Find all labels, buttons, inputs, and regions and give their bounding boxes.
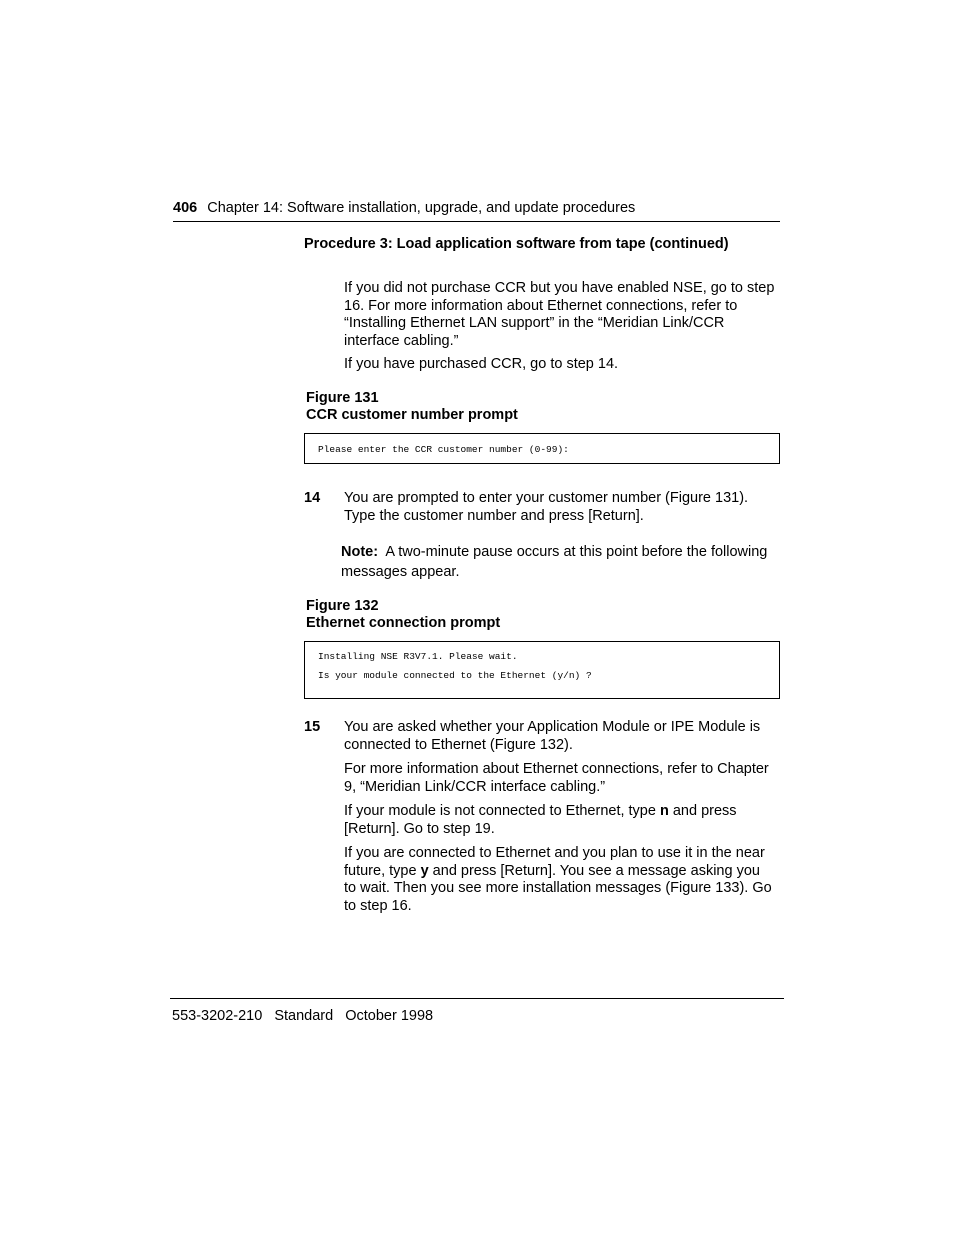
figure-132-code-line-2: Is your module connected to the Ethernet (y/n) ? <box>318 670 592 681</box>
intro-paragraph-2: If you have purchased CCR, go to step 14. <box>344 356 619 372</box>
chapter-title: Chapter 14: Software installation, upgrade, and update procedures <box>207 200 636 216</box>
step-14-number: 14 <box>304 490 321 506</box>
footer-doc-number: 553-3202-210 <box>172 1008 263 1024</box>
intro-paragraph-1: If you did not purchase CCR but you have enabled NSE, go to step 16. For more information about Ethernet connections, refer to “Installing Ethernet LAN support” in the “Meridian Link/CCR interface cabling.” <box>344 280 775 349</box>
running-header <box>173 200 783 218</box>
procedure-title: Procedure 3: Load application software from tape (continued) <box>304 236 729 252</box>
step-15-paragraph-4 <box>344 845 776 915</box>
step-14-note <box>341 543 771 582</box>
step-15-paragraph-4-before: If you are connected to Ethernet and you plan to use it in the near future, type <box>344 845 765 879</box>
figure-131-caption: CCR customer number prompt <box>306 407 518 423</box>
step-15-paragraph-3 <box>344 803 776 838</box>
footer-rule <box>170 998 784 999</box>
step-15-paragraph-3-after: and press [Return]. Go to step 19. <box>344 803 737 837</box>
figure-132-box <box>304 641 780 699</box>
figure-131-code: Please enter the CCR customer number (0-99): <box>318 444 569 455</box>
step-15-number: 15 <box>304 719 321 735</box>
note-label: Note: <box>341 544 379 560</box>
figure-131-box <box>304 433 780 464</box>
note-text: A two-minute pause occurs at this point before the following messages appear. <box>341 544 768 580</box>
figure-131-label: Figure 131 <box>306 390 379 406</box>
footer-status: Standard <box>274 1008 334 1024</box>
page-number: 406 <box>173 200 198 216</box>
step-15-text: You are asked whether your Application Module or IPE Module is connected to Ethernet (Figure 132). <box>344 719 761 753</box>
header-rule <box>173 221 780 222</box>
key-y: y <box>420 862 429 879</box>
key-n: n <box>659 803 669 819</box>
figure-132-code-line-1: Installing NSE R3V7.1. Please wait. <box>318 651 518 662</box>
footer <box>172 1008 772 1026</box>
step-15-paragraph-3-before: If your module is not connected to Ethernet, type <box>344 803 660 819</box>
step-15-paragraph-4-after: and press [Return]. You see a message asking you to wait. Then you see more installation messages (Figure 133). Go to step 16. <box>344 862 772 914</box>
footer-date: October 1998 <box>345 1008 434 1024</box>
figure-132-label: Figure 132 <box>306 598 379 614</box>
figure-132-caption: Ethernet connection prompt <box>306 615 501 631</box>
step-15-paragraph-2: For more information about Ethernet connections, refer to Chapter 9, “Meridian Link/CCR interface cabling.” <box>344 761 769 795</box>
step-14-text: You are prompted to enter your customer number (Figure 131). Type the customer number and press [Return]. <box>344 490 749 524</box>
